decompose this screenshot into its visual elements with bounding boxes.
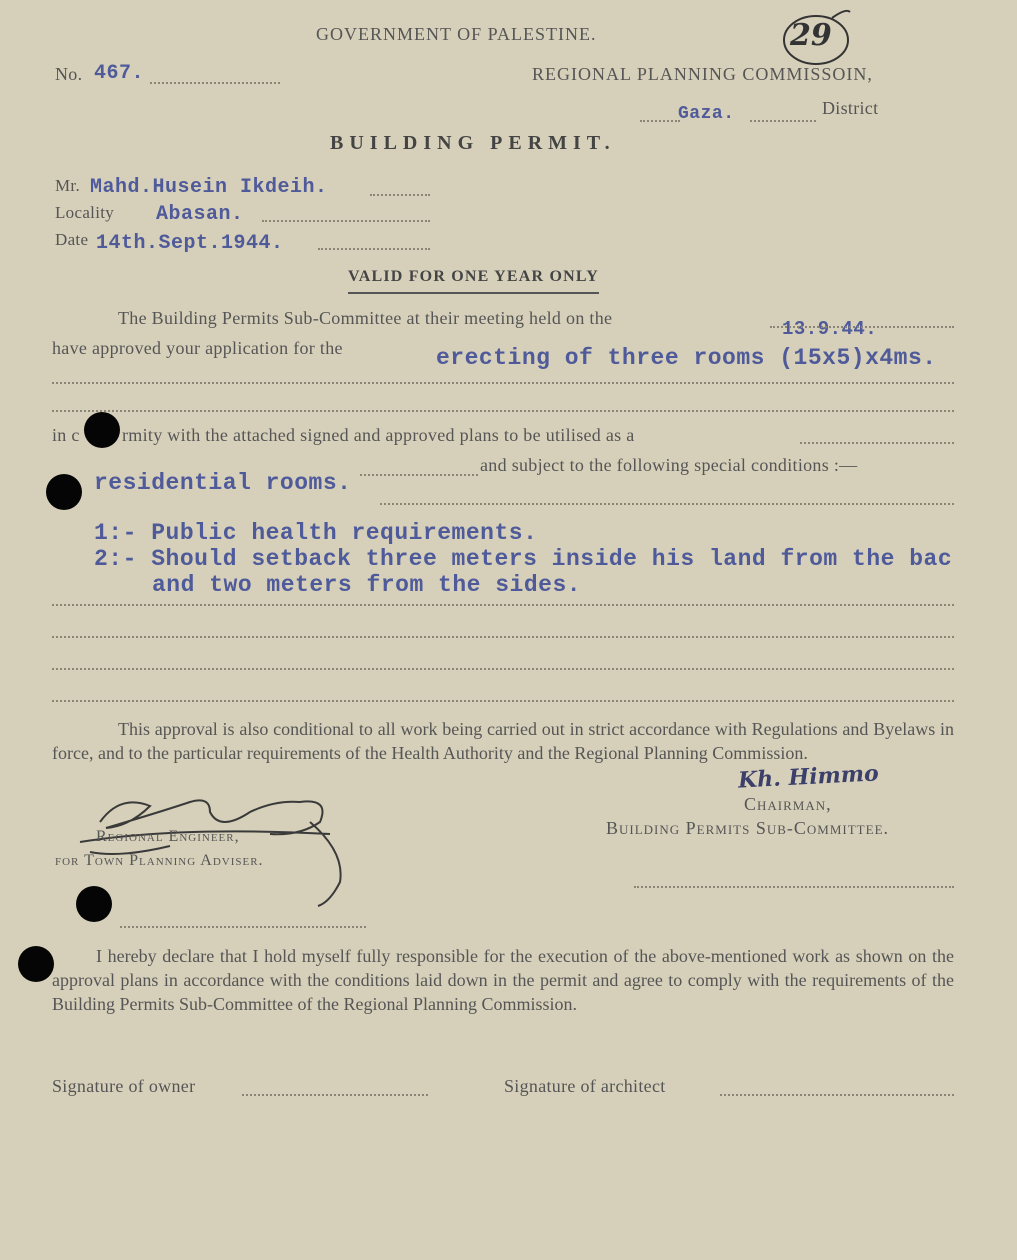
permit-no-value: 467. [94, 62, 145, 85]
district-value: Gaza. [678, 104, 735, 124]
approval-line-4: and subject to the following special conditions :— [480, 455, 858, 475]
approval-line-2: have approved your application for the [52, 338, 343, 358]
blank-line-6 [52, 700, 954, 702]
district-label: District [822, 98, 879, 118]
permit-no-line [150, 82, 280, 84]
engineer-extra-line [120, 926, 366, 928]
document-title: BUILDING PERMIT. [330, 132, 616, 154]
chairman-committee: Building Permits Sub-Committee. [606, 818, 890, 838]
condition-1: 1:- Public health requirements. [94, 520, 538, 546]
mr-label: Mr. [55, 176, 80, 195]
architect-signature-label: Signature of architect [504, 1076, 666, 1096]
utilised-as-value: residential rooms. [94, 470, 352, 496]
chairman-signature: Kh. Himmo [737, 760, 880, 794]
permit-no-label: No. [55, 64, 83, 84]
meeting-date-line [770, 326, 954, 328]
commission-heading: REGIONAL PLANNING COMMISSOIN, [532, 64, 873, 84]
page-number-circle-icon [776, 6, 856, 70]
chairman-extra-line [634, 886, 954, 888]
conditional-paragraph: This approval is also conditional to all work being carried out in strict accordance with Regulations and Byelaws in force, and to the particular requirements of the Health Authority and the Regional Planning Commission. [52, 719, 954, 763]
punch-hole [76, 886, 112, 922]
owner-signature-label: Signature of owner [52, 1076, 196, 1096]
date-label: Date [55, 230, 89, 249]
approval-line-3-start: in c [52, 425, 80, 445]
engineer-for: for Town Planning Adviser. [55, 852, 264, 869]
utilised-as-line [800, 442, 954, 444]
blank-line-3 [52, 604, 954, 606]
date-line [318, 248, 430, 250]
blank-line-2 [52, 410, 954, 412]
owner-signature-line [242, 1094, 428, 1096]
punch-hole [84, 412, 120, 448]
approval-line-1: The Building Permits Sub-Committee at their meeting held on the [118, 308, 613, 328]
application-for-value: erecting of three rooms (15x5)x4ms. [436, 345, 937, 371]
district-line-left [640, 120, 680, 122]
chairman-title: Chairman, [744, 794, 832, 814]
architect-signature-line [720, 1094, 954, 1096]
approval-line-3: rmity with the attached signed and approved plans to be utilised as a [122, 425, 635, 445]
engineer-title: Regional Engineer, [96, 828, 240, 845]
blank-line-5 [52, 668, 954, 670]
declaration-paragraph: I hereby declare that I hold myself fully responsible for the execution of the above-mentioned work as shown on the approval plans in accordance with the conditions laid down in the permit and agree to comply with the requirements of the Building Permits Sub-Committee of the Regional Planning Commission. [52, 946, 954, 1014]
utilised-as-line-2 [360, 474, 478, 476]
locality-value: Abasan. [156, 203, 244, 226]
locality-label: Locality [55, 203, 115, 222]
punch-hole [18, 946, 54, 982]
mr-value: Mahd.Husein Ikdeih. [90, 176, 328, 199]
government-heading: GOVERNMENT OF PALESTINE. [316, 24, 597, 44]
mr-line [370, 194, 430, 196]
valid-notice: VALID FOR ONE YEAR ONLY [348, 268, 599, 294]
locality-line [262, 220, 430, 222]
conditions-line-0 [380, 503, 954, 505]
blank-line-1 [52, 382, 954, 384]
punch-hole [46, 474, 82, 510]
district-line-right [750, 120, 816, 122]
condition-2: 2:- Should setback three meters inside his land from the bac [94, 546, 953, 572]
blank-line-4 [52, 636, 954, 638]
meeting-date-value: 13.9.44. [782, 318, 878, 340]
condition-2-continued: and two meters from the sides. [152, 572, 582, 598]
handwritten-page-number: 29 [790, 18, 832, 53]
date-value: 14th.Sept.1944. [96, 232, 284, 255]
